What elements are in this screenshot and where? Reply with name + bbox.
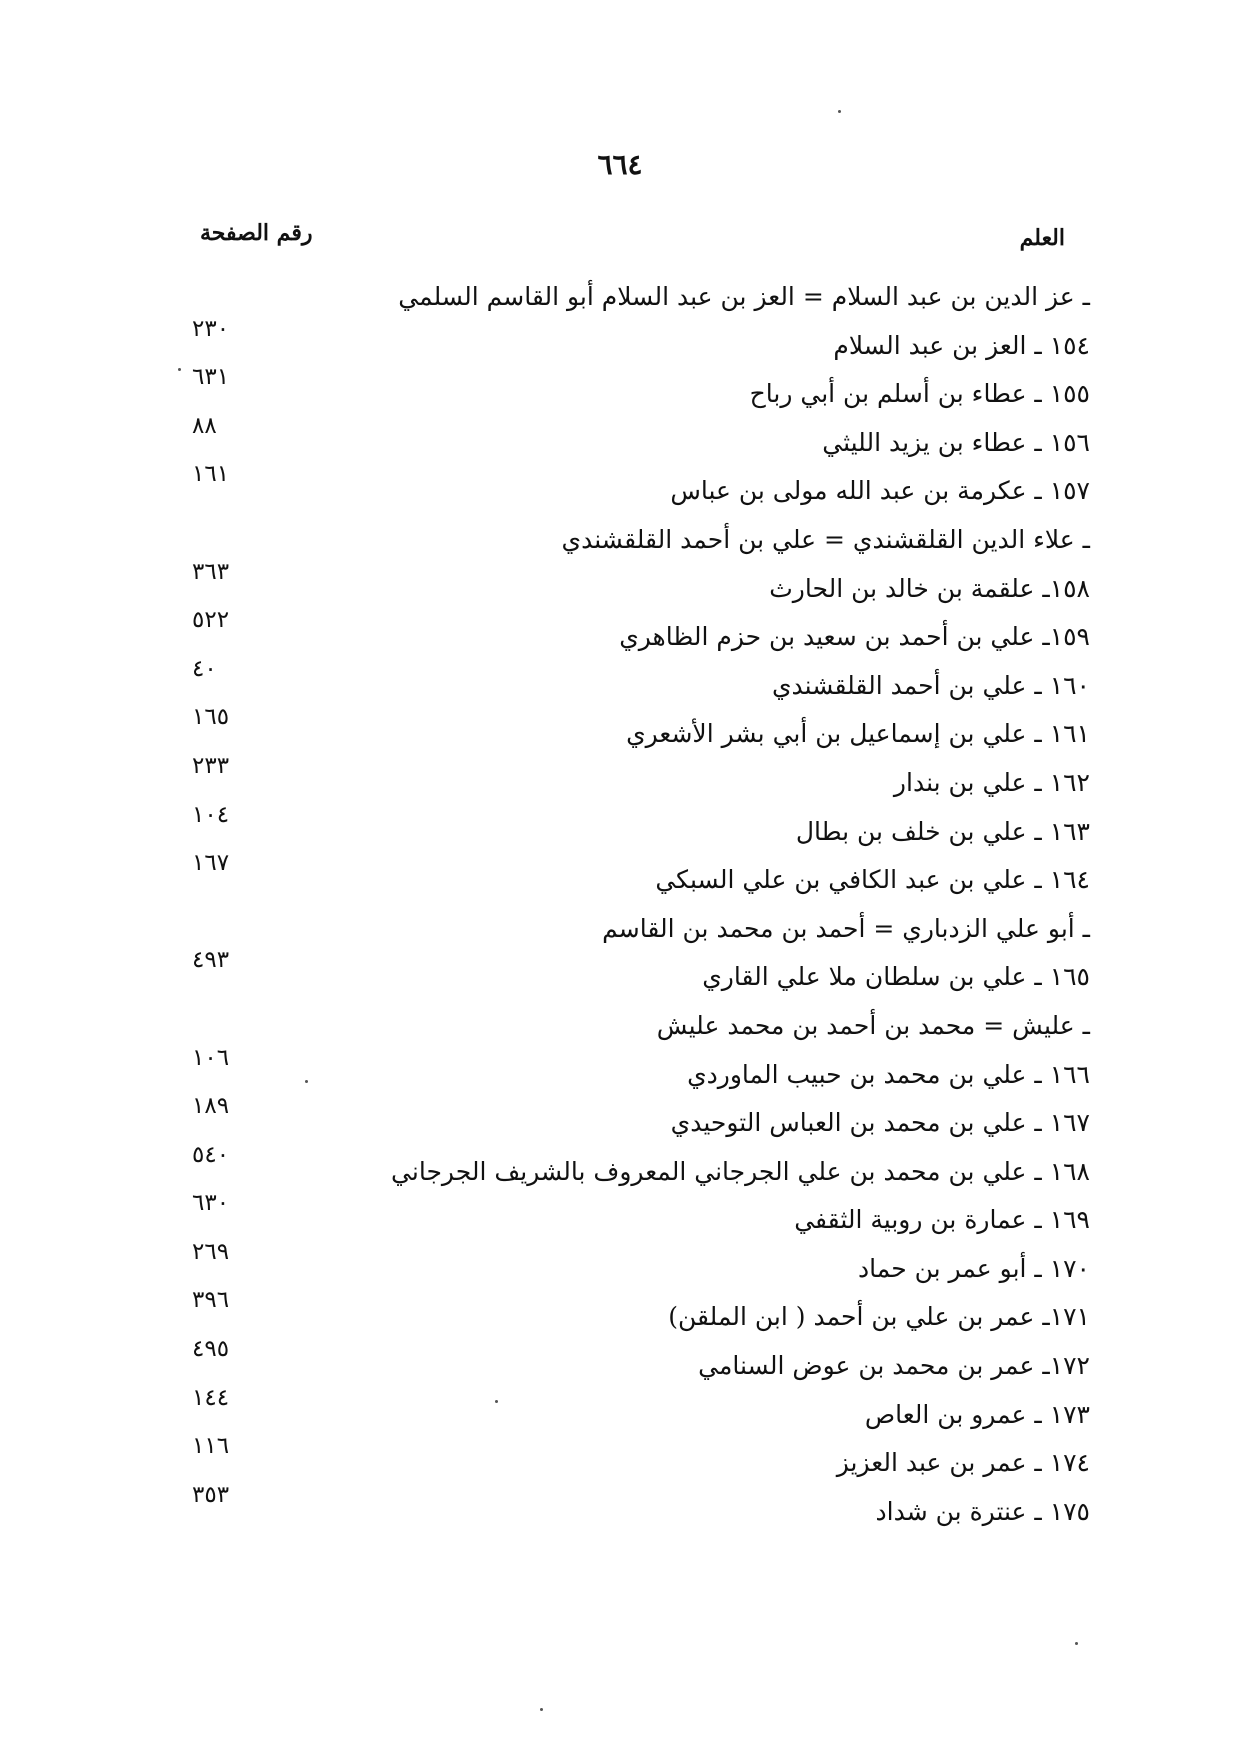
scan-speck	[305, 1080, 308, 1083]
index-entry	[0, 1190, 1240, 1254]
entry-name: ـ عز الدين بن عبد السلام = العز بن عبد السلام أبو القاسم السلمي	[398, 282, 1090, 311]
entry-name: ١٦٨ ـ علي بن محمد بن علي الجرجاني المعروف بالشريف الجرجاني	[391, 1156, 1090, 1186]
scan-speck	[838, 110, 841, 113]
entry-name: ١٧٢ـ عمر بن محمد بن عوض السنامي	[698, 1351, 1090, 1381]
scan-speck	[540, 1708, 543, 1711]
entry-name: ١٦٣ ـ علي بن خلف بن بطال	[795, 816, 1090, 846]
entry-name: ـ عليش = محمد بن أحمد بن محمد عليش	[656, 1010, 1090, 1040]
entry-name: ١٦٧ ـ علي بن محمد بن العباس التوحيدي	[670, 1108, 1090, 1138]
entry-name: ١٧٤ ـ عمر بن عبد العزيز	[836, 1448, 1090, 1478]
index-entry	[0, 607, 1240, 671]
index-entry	[0, 1044, 1240, 1109]
entry-name: ١٥٦ ـ عطاء بن يزيد الليثي	[822, 427, 1090, 457]
index-entry	[0, 412, 1240, 477]
entry-name: ١٦٢ ـ علي بن بندار	[893, 767, 1090, 797]
scan-speck	[495, 1400, 498, 1403]
entry-page-number: ٣٥٣	[192, 1481, 230, 1508]
entry-page-number: ٥٢٢	[192, 607, 230, 634]
entry-name: ١٥٤ ـ العز بن عبد السلام	[833, 330, 1090, 360]
entry-page-number: ١٨٩	[192, 1093, 230, 1120]
entry-page-number: ٢٣٠	[192, 315, 230, 342]
entry-name: ١٧١ـ عمر بن علي بن أحمد ( ابن الملقن)	[668, 1302, 1090, 1332]
index-entry	[0, 1384, 1240, 1449]
page-column-header: رقم الصفحة	[200, 220, 313, 246]
scan-speck	[1075, 1642, 1078, 1645]
entry-name: ـ أبو علي الزدباري = أحمد بن محمد بن القاسم	[602, 913, 1090, 943]
index-entry	[0, 1238, 1240, 1303]
entry-name: ١٦٥ ـ علي بن سلطان ملا علي القاري	[702, 962, 1090, 992]
entry-page-number: ٦٣٠	[192, 1190, 230, 1217]
entry-page-number: ١٦٥	[192, 704, 230, 731]
index-entry	[0, 364, 1240, 428]
index-entries	[0, 282, 1240, 1545]
entry-page-number: ٨٨	[192, 412, 217, 439]
entry-page-number: ٣٩٦	[192, 1287, 230, 1314]
entry-page-number: ٤٩٣	[192, 947, 230, 974]
entry-name: ١٥٥ ـ عطاء بن أسلم بن أبي رباح	[749, 379, 1090, 409]
entry-name: ١٧٣ ـ عمرو بن العاص	[864, 1399, 1090, 1429]
entry-page-number: ٢٣٣	[192, 752, 230, 779]
index-entry	[0, 1093, 1240, 1157]
index-entry	[0, 315, 1240, 380]
index-entry	[0, 655, 1240, 720]
index-entry	[0, 282, 1240, 331]
name-column-header: العلم	[1019, 225, 1065, 251]
index-entry	[0, 752, 1240, 817]
index-entry	[0, 947, 1240, 1011]
entry-page-number: ١١٦	[192, 1433, 230, 1460]
page-number: ٦٦٤	[597, 148, 643, 181]
entry-name: ١٦٩ ـ عمارة بن روبية الثقفي	[794, 1205, 1090, 1235]
index-entry	[0, 850, 1240, 914]
entry-page-number: ١٦١	[192, 461, 230, 488]
index-entry	[0, 1011, 1240, 1060]
scan-speck	[178, 368, 181, 371]
entry-name: ١٧٠ ـ أبو عمر بن حماد	[858, 1253, 1090, 1283]
entry-name: ١٥٧ ـ عكرمة بن عبد الله مولى بن عباس	[670, 476, 1090, 506]
index-entry	[0, 704, 1240, 768]
entry-name: ١٦١ ـ علي بن إسماعيل بن أبي بشر الأشعري	[626, 719, 1090, 749]
index-entry	[0, 525, 1240, 574]
index-entry	[0, 914, 1240, 963]
index-entry	[0, 1433, 1240, 1497]
index-entry	[0, 801, 1240, 866]
entry-page-number: ٥٤٠	[192, 1141, 230, 1168]
entry-name: ١٥٨ـ علقمة بن خالد بن الحارث	[769, 573, 1090, 603]
entry-page-number: ١٠٦	[192, 1044, 230, 1071]
entry-page-number: ٢٦٩	[192, 1238, 230, 1265]
entry-name: ١٧٥ ـ عنترة بن شداد	[875, 1496, 1090, 1526]
entry-page-number: ٤٩٥	[192, 1336, 230, 1363]
index-entry	[0, 558, 1240, 623]
entry-page-number: ٣٦٣	[192, 558, 230, 585]
entry-page-number: ١٦٧	[192, 850, 230, 877]
entry-name: ١٦٠ ـ علي بن أحمد القلقشندي	[771, 670, 1090, 700]
entry-page-number: ٦٣١	[192, 364, 230, 391]
entry-page-number: ٤٠	[192, 655, 217, 682]
index-entry	[0, 1336, 1240, 1400]
index-entry	[0, 1141, 1240, 1206]
entry-page-number: ١٤٤	[192, 1384, 230, 1411]
index-entry	[0, 1287, 1240, 1351]
entry-name: ١٦٦ ـ علي بن محمد بن حبيب الماوردي	[687, 1059, 1090, 1089]
entry-name: ١٥٩ـ علي بن أحمد بن سعيد بن حزم الظاهري	[619, 622, 1090, 652]
index-entry	[0, 461, 1240, 525]
entry-name: ـ علاء الدين القلقشندي = علي بن أحمد القلقشندي	[561, 524, 1090, 554]
entry-page-number: ١٠٤	[192, 801, 230, 828]
index-entry	[0, 1481, 1240, 1546]
entry-name: ١٦٤ ـ علي بن عبد الكافي بن علي السبكي	[655, 865, 1090, 895]
